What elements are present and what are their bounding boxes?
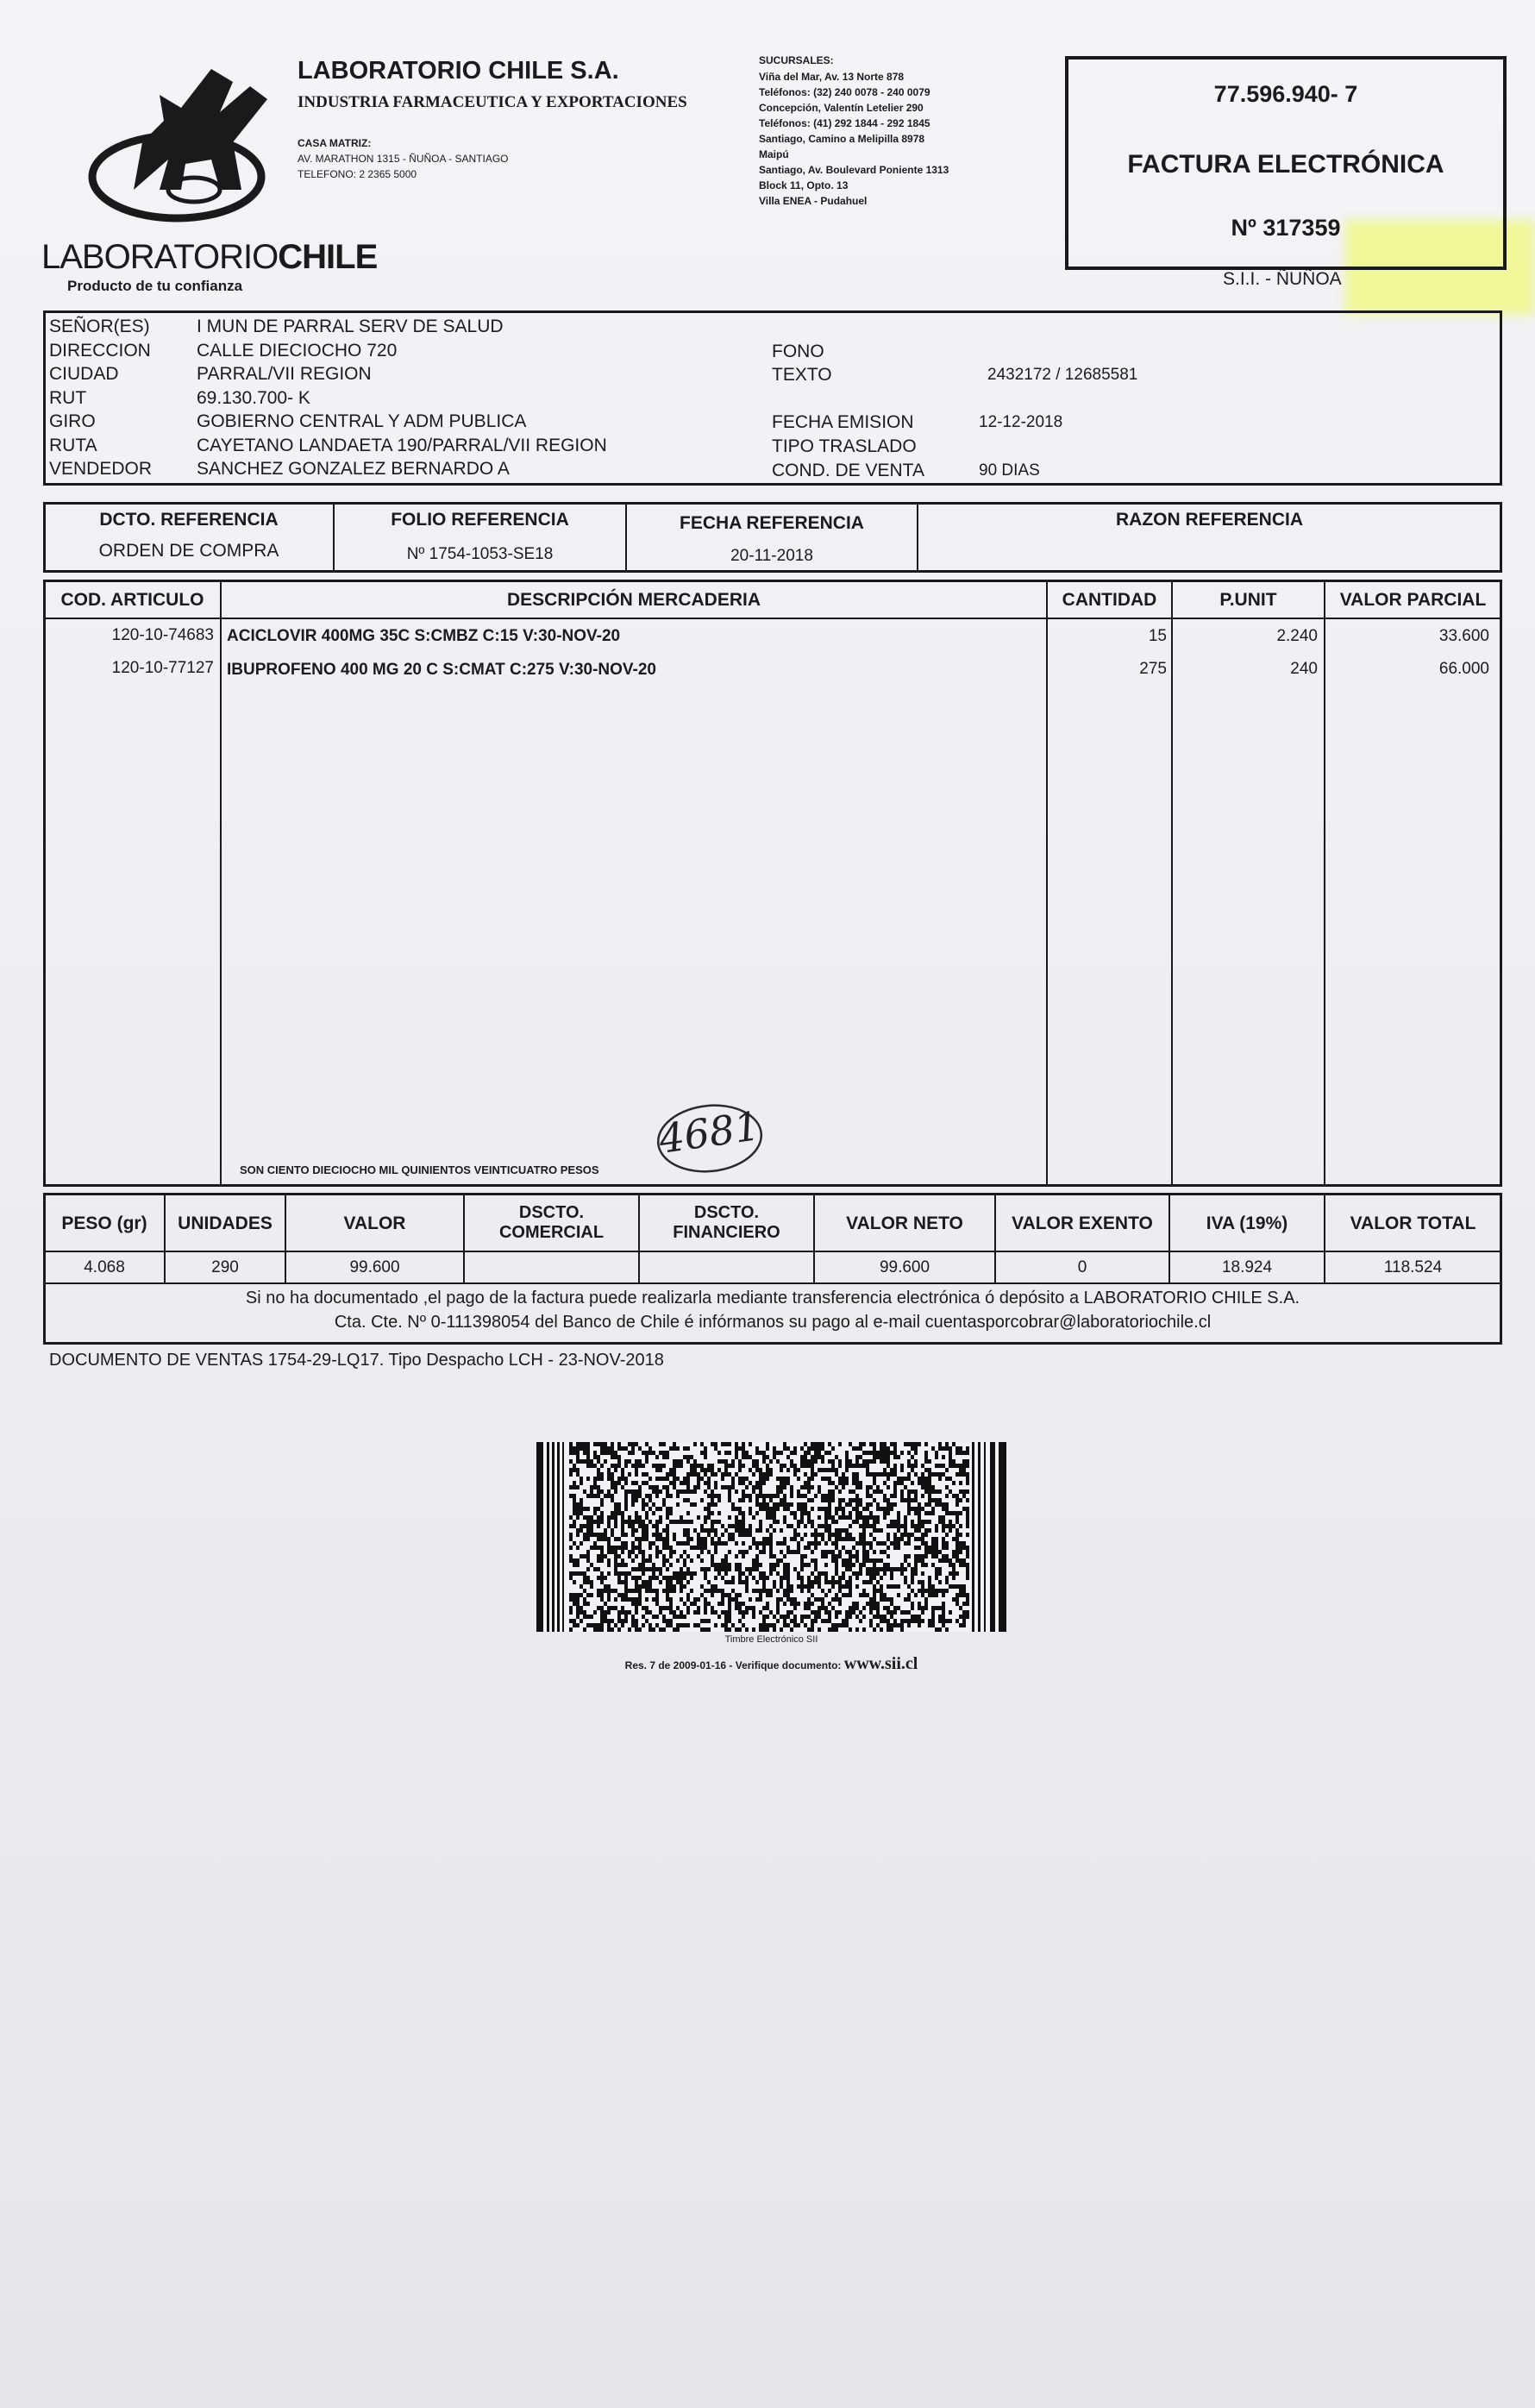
customer-business: GOBIERNO CENTRAL Y ADM PUBLICA bbox=[197, 411, 527, 431]
branch-line: Teléfonos: (32) 240 0078 - 240 0079 bbox=[759, 86, 930, 98]
item-unit: 2.240 bbox=[1276, 627, 1318, 645]
customer-label: RUT bbox=[49, 387, 87, 408]
sales-document-line: DOCUMENTO DE VENTAS 1754-29-LQ17. Tipo Despacho LCH - 23-NOV-2018 bbox=[49, 1351, 664, 1370]
customer-labels bbox=[49, 315, 152, 481]
branch-line: Santiago, Av. Boulevard Poniente 1313 bbox=[759, 164, 949, 176]
company-subtitle: INDUSTRIA FARMACEUTICA Y EXPORTACIONES bbox=[298, 93, 687, 111]
payment-note-line2: Cta. Cte. Nº 0-111398054 del Banco de Chile é infórmanos su pago al e-mail cuentasporcobrar@laboratoriochile.cl bbox=[334, 1313, 1212, 1332]
customer-route: CAYETANO LANDAETA 190/PARRAL/VII REGION bbox=[197, 435, 607, 455]
col-desc-header: DESCRIPCIÓN MERCADERIA bbox=[506, 590, 761, 610]
item-unit: 240 bbox=[1290, 660, 1318, 678]
hq-label: CASA MATRIZ: bbox=[298, 137, 372, 149]
total-value-header: VALOR TOTAL bbox=[1350, 1213, 1476, 1233]
logo-wordmark: LABORATORIOCHILE bbox=[41, 238, 378, 276]
customer-label: DIRECCION bbox=[49, 340, 151, 361]
item-desc: ACICLOVIR 400MG 35C S:CMBZ C:15 V:30-NOV-20 bbox=[227, 627, 621, 645]
col-total-header: VALOR PARCIAL bbox=[1339, 590, 1487, 610]
commercial-discount-header: DSCTO. COMERCIAL bbox=[498, 1203, 605, 1242]
col-code-header: COD. ARTICULO bbox=[60, 590, 204, 610]
invoice-id-box bbox=[1065, 56, 1507, 270]
branch-line: Concepción, Valentín Letelier 290 bbox=[759, 102, 924, 114]
branch-line: Santiago, Camino a Melipilla 8978 bbox=[759, 133, 925, 145]
issuer-rut: 77.596.940- 7 bbox=[1213, 81, 1358, 107]
weight-header: PESO (gr) bbox=[61, 1213, 147, 1233]
handwritten-note bbox=[651, 1097, 768, 1175]
hq-phone: TELEFONO: 2 2365 5000 bbox=[298, 168, 417, 180]
customer-label: SEÑOR(ES) bbox=[49, 317, 150, 336]
vat-header: IVA (19%) bbox=[1206, 1213, 1288, 1233]
exempt-value: 0 bbox=[1077, 1257, 1087, 1276]
sale-terms-label: COND. DE VENTA bbox=[772, 461, 924, 480]
texto-label: TEXTO bbox=[772, 365, 832, 385]
sii-website: www.sii.cl bbox=[843, 1654, 918, 1673]
company-name: LABORATORIO CHILE S.A. bbox=[298, 57, 619, 85]
branch-line: Villa ENEA - Pudahuel bbox=[759, 195, 868, 207]
transfer-type-label: TIPO TRASLADO bbox=[772, 436, 917, 456]
handwritten-number: 4681 bbox=[655, 1102, 763, 1163]
units-header: UNIDADES bbox=[178, 1213, 273, 1233]
branch-line: Block 11, Opto. 13 bbox=[759, 179, 849, 191]
sale-terms-value: 90 DIAS bbox=[979, 461, 1040, 480]
item-qty: 275 bbox=[1139, 660, 1167, 678]
branch-line: Teléfonos: (41) 292 1844 - 292 1845 bbox=[759, 117, 930, 129]
issue-date-value: 12-12-2018 bbox=[979, 413, 1063, 431]
ref-folio-header: FOLIO REFERENCIA bbox=[391, 510, 569, 530]
branch-line: Viña del Mar, Av. 13 Norte 878 bbox=[759, 71, 905, 83]
stamp-resolution-line bbox=[536, 1654, 1006, 1674]
ref-folio-value: Nº 1754-1053-SE18 bbox=[406, 545, 554, 563]
vat-value: 18.924 bbox=[1221, 1257, 1273, 1276]
customer-city: PARRAL/VII REGION bbox=[197, 364, 372, 384]
col-unit-header: P.UNIT bbox=[1219, 590, 1277, 610]
customer-address: CALLE DIECIOCHO 720 bbox=[197, 340, 398, 361]
net-value: 99.600 bbox=[879, 1257, 930, 1276]
stamp-resolution: Res. 7 de 2009-01-16 - Verifique documento: bbox=[624, 1659, 842, 1671]
customer-label: CIUDAD bbox=[49, 364, 119, 384]
weight-value: 4.068 bbox=[84, 1257, 125, 1276]
total-value: 118.524 bbox=[1383, 1257, 1443, 1276]
item-total: 33.600 bbox=[1438, 627, 1489, 645]
amount-in-words: SON CIENTO DIECIOCHO MIL QUINIENTOS VEINTICUATRO PESOS bbox=[240, 1163, 599, 1176]
value-header: VALOR bbox=[343, 1213, 406, 1233]
electronic-stamp-barcode-icon bbox=[536, 1442, 1006, 1632]
value-value: 99.600 bbox=[349, 1257, 400, 1276]
net-value-header: VALOR NETO bbox=[846, 1213, 963, 1233]
item-qty: 15 bbox=[1148, 627, 1167, 645]
customer-label: GIRO bbox=[49, 411, 96, 431]
ref-date-header: FECHA REFERENCIA bbox=[680, 513, 864, 533]
sii-office: S.I.I. - ÑUÑOA bbox=[1223, 269, 1342, 289]
item-total: 66.000 bbox=[1438, 660, 1489, 678]
branches-label: SUCURSALES: bbox=[759, 54, 834, 66]
item-desc: IBUPROFENO 400 MG 20 C S:CMAT C:275 V:30-NOV-20 bbox=[227, 661, 656, 679]
hq-address: AV. MARATHON 1315 - ÑUÑOA - SANTIAGO bbox=[298, 153, 509, 165]
item-code: 120-10-74683 bbox=[111, 626, 214, 644]
customer-rut: 69.130.700- K bbox=[197, 387, 310, 408]
customer-label: RUTA bbox=[49, 435, 97, 455]
ref-doc-value: ORDEN DE COMPRA bbox=[98, 541, 279, 561]
customer-name: I MUN DE PARRAL SERV DE SALUD bbox=[197, 317, 504, 336]
ref-date-value: 20-11-2018 bbox=[730, 547, 813, 565]
stamp-caption: Timbre Electrónico SII bbox=[724, 1634, 818, 1645]
issue-date-label: FECHA EMISION bbox=[772, 412, 914, 432]
col-qty-header: CANTIDAD bbox=[1062, 590, 1157, 610]
texto-value: 2432172 / 12685581 bbox=[987, 366, 1138, 384]
fono-label: FONO bbox=[772, 342, 824, 361]
ref-reason-header: RAZON REFERENCIA bbox=[1115, 510, 1303, 530]
griffin-logo-icon bbox=[82, 60, 289, 233]
customer-values bbox=[197, 315, 607, 481]
branch-line: Maipú bbox=[759, 148, 789, 160]
item-code: 120-10-77127 bbox=[111, 659, 214, 677]
financial-discount-header: DSCTO. FINANCIERO bbox=[673, 1203, 780, 1242]
invoice-number: Nº 317359 bbox=[1231, 215, 1341, 241]
units-value: 290 bbox=[211, 1257, 239, 1276]
customer-label: VENDEDOR bbox=[49, 459, 153, 479]
exempt-value-header: VALOR EXENTO bbox=[1012, 1213, 1153, 1233]
ref-doc-header: DCTO. REFERENCIA bbox=[99, 510, 279, 530]
payment-note-line1: Si no ha documentado ,el pago de la factura puede realizarla mediante transferencia electrónica ó depósito a LABORATORIO CHILE S.A. bbox=[245, 1289, 1300, 1307]
document-type: FACTURA ELECTRÓNICA bbox=[1127, 150, 1444, 179]
customer-seller: SANCHEZ GONZALEZ BERNARDO A bbox=[197, 459, 510, 479]
branches-list bbox=[759, 69, 1052, 209]
logo-tagline: Producto de tu confianza bbox=[67, 278, 243, 294]
